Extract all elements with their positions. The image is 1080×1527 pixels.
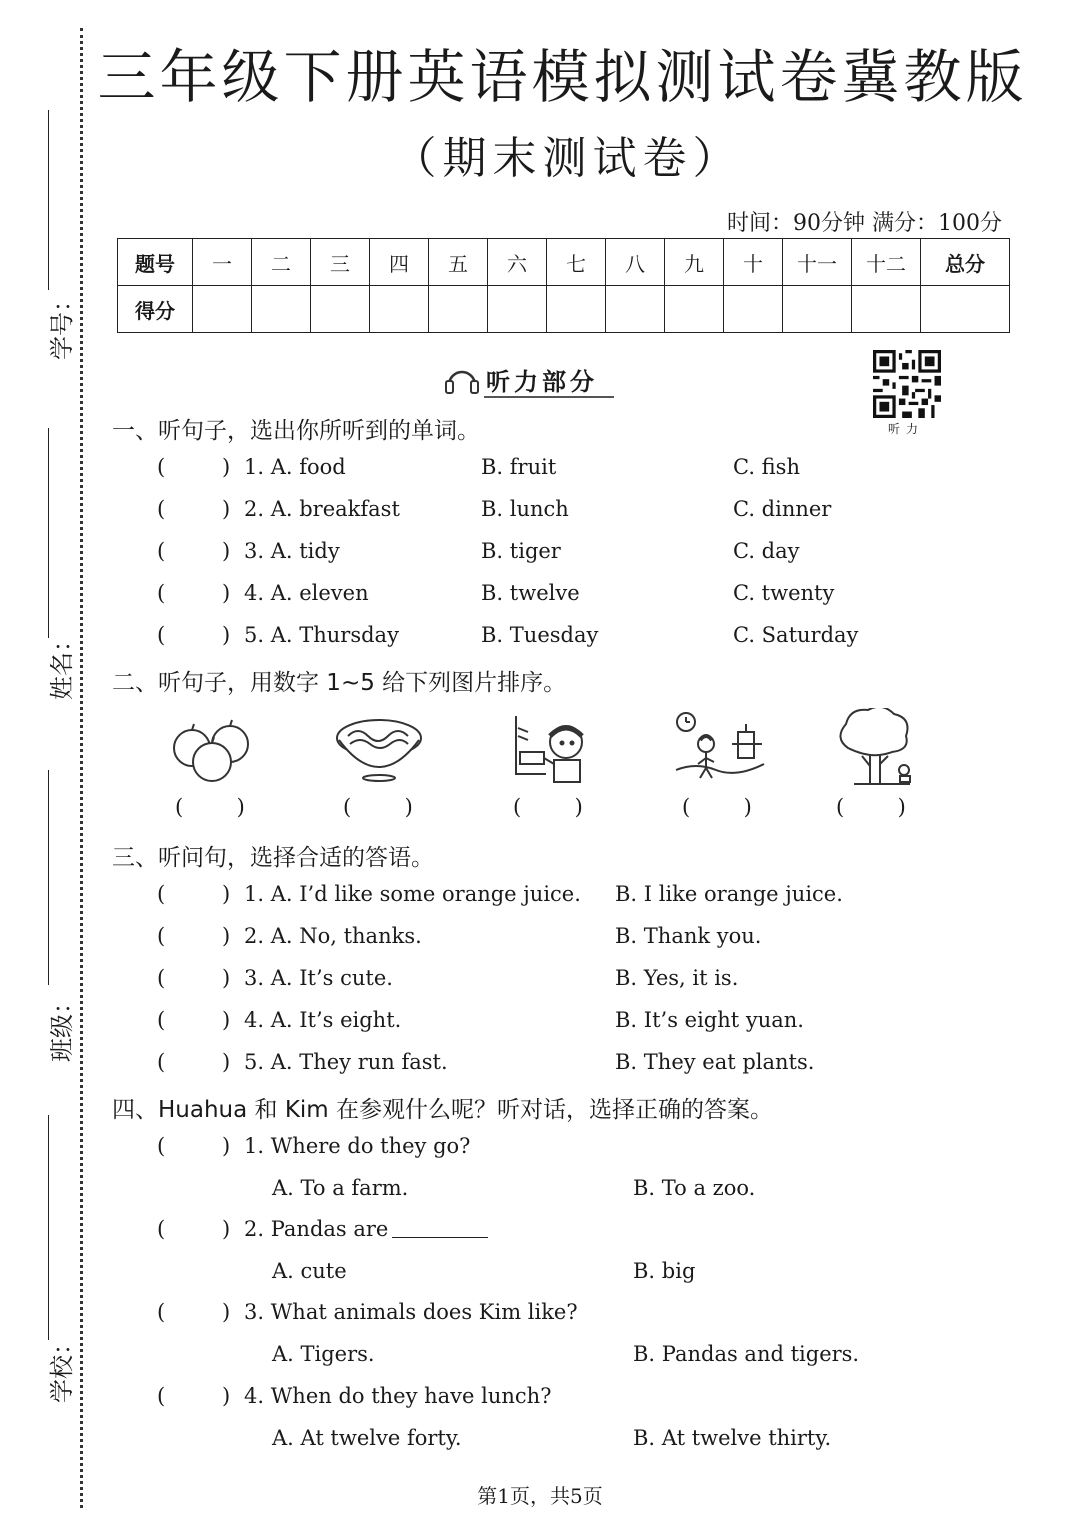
apples-picture: [168, 718, 258, 784]
option-b: B. Pandas and tigers.: [633, 1342, 860, 1366]
page-subtitle: （期末测试卷）: [392, 133, 743, 184]
tree-dog-picture: [834, 708, 922, 788]
answer-bracket-close: ): [222, 1134, 231, 1158]
listening-section-title: [444, 362, 598, 401]
section1-heading: 一、听句子，选出你所听到的单词。: [112, 418, 480, 444]
column-header: 六: [488, 239, 547, 286]
student-id-label: 学号：: [48, 288, 76, 360]
picture-bracket-5[interactable]: ( ): [836, 795, 906, 819]
option-c: C. fish: [733, 455, 800, 479]
question-text: 3. What animals does Kim like?: [244, 1300, 578, 1324]
question-text: [244, 1217, 488, 1241]
answer-bracket-close: ): [222, 882, 231, 906]
option-b: B. Thank you.: [615, 924, 762, 948]
answer-bracket-close: ): [222, 497, 231, 521]
option-a: 2. A. breakfast: [244, 497, 400, 521]
listening-title-text: 听力部分: [486, 368, 598, 396]
class-label: 班级：: [48, 990, 76, 1062]
answer-bracket-close: ): [222, 1008, 231, 1032]
option-b: B. To a zoo.: [633, 1176, 756, 1200]
option-a: A. At twelve forty.: [272, 1426, 462, 1450]
answer-bracket[interactable]: (: [157, 455, 166, 479]
question-text: 1. Where do they go?: [244, 1134, 471, 1158]
page-footer: 第1页，共5页: [477, 1484, 603, 1508]
answer-bracket[interactable]: (: [157, 924, 166, 948]
option-c: C. Saturday: [733, 623, 859, 647]
column-header: 十: [724, 239, 783, 286]
page-title: 三年级下册英语模拟测试卷冀教版: [97, 43, 1028, 111]
column-header: 九: [665, 239, 724, 286]
picture-bracket-4[interactable]: ( ): [682, 795, 752, 819]
option-a: 5. A. They run fast.: [244, 1050, 448, 1074]
answer-bracket-close: ): [222, 924, 231, 948]
score-cell-total[interactable]: [921, 286, 1010, 333]
answer-bracket[interactable]: (: [157, 497, 166, 521]
option-b: B. It’s eight yuan.: [615, 1008, 804, 1032]
question-number-label: 题号: [118, 239, 193, 286]
answer-bracket-close: ): [222, 966, 231, 990]
answer-bracket[interactable]: (: [157, 1300, 166, 1324]
answer-bracket[interactable]: (: [157, 966, 166, 990]
name-blank[interactable]: [48, 428, 49, 638]
column-header: 七: [547, 239, 606, 286]
option-a: 1. A. I’d like some orange juice.: [244, 882, 581, 906]
option-b: B. I like orange juice.: [615, 882, 843, 906]
option-c: C. dinner: [733, 497, 832, 521]
score-table: [117, 238, 1010, 333]
column-header: 二: [252, 239, 311, 286]
column-header: 四: [370, 239, 429, 286]
qr-label: 听力: [888, 422, 925, 436]
answer-bracket[interactable]: (: [157, 882, 166, 906]
school-blank[interactable]: [48, 1115, 49, 1340]
name-label: 姓名：: [48, 628, 76, 700]
washing-boy-picture: [510, 712, 594, 788]
score-cell[interactable]: [606, 286, 665, 333]
score-table-score-row: [118, 286, 1010, 333]
option-b: B. Yes, it is.: [615, 966, 739, 990]
noodles-picture: [334, 716, 424, 782]
picture-bracket-1[interactable]: ( ): [175, 795, 245, 819]
picture-bracket-3[interactable]: ( ): [513, 795, 583, 819]
option-b: B. tiger: [481, 539, 561, 563]
answer-bracket[interactable]: (: [157, 581, 166, 605]
score-cell[interactable]: [370, 286, 429, 333]
column-header: 一: [193, 239, 252, 286]
section3-heading: 三、听问句，选择合适的答语。: [112, 845, 434, 871]
option-c: C. day: [733, 539, 800, 563]
column-header: 三: [311, 239, 370, 286]
option-b: B. lunch: [481, 497, 569, 521]
picture-bracket-2[interactable]: ( ): [343, 795, 413, 819]
option-a: A. To a farm.: [272, 1176, 409, 1200]
option-a: 2. A. No, thanks.: [244, 924, 422, 948]
answer-bracket[interactable]: (: [157, 1050, 166, 1074]
answer-bracket-close: ): [222, 581, 231, 605]
class-blank[interactable]: [48, 770, 49, 985]
school-label: 学校：: [48, 1331, 76, 1403]
option-b: B. big: [633, 1259, 696, 1283]
option-a: 1. A. food: [244, 455, 346, 479]
score-cell[interactable]: [311, 286, 370, 333]
answer-bracket[interactable]: (: [157, 1008, 166, 1032]
option-b: B. twelve: [481, 581, 580, 605]
score-cell[interactable]: [852, 286, 921, 333]
column-header-total: 总分: [921, 239, 1010, 286]
question-text-content: 2. Pandas are: [244, 1217, 389, 1241]
title-underline: [484, 396, 614, 398]
column-header: 八: [606, 239, 665, 286]
binding-dotted-line: [80, 28, 83, 1508]
answer-bracket-close: ): [222, 455, 231, 479]
option-a: A. Tigers.: [272, 1342, 375, 1366]
score-table-header-row: [118, 239, 1010, 286]
option-b: B. fruit: [481, 455, 557, 479]
answer-bracket-close: ): [222, 1384, 231, 1408]
fill-in-blank[interactable]: [392, 1237, 488, 1238]
answer-bracket-close: ): [222, 1217, 231, 1241]
answer-bracket[interactable]: (: [157, 1384, 166, 1408]
headphones-icon: [444, 365, 480, 401]
score-cell[interactable]: [429, 286, 488, 333]
score-cell[interactable]: [783, 286, 852, 333]
answer-bracket[interactable]: (: [157, 1134, 166, 1158]
column-header: 十一: [783, 239, 852, 286]
answer-bracket[interactable]: (: [157, 1217, 166, 1241]
option-a: 5. A. Thursday: [244, 623, 399, 647]
boy-walking-picture: [672, 710, 768, 784]
option-a: 4. A. eleven: [244, 581, 369, 605]
column-header: 十二: [852, 239, 921, 286]
answer-bracket-close: ): [222, 1300, 231, 1324]
score-cell[interactable]: [547, 286, 606, 333]
score-cell[interactable]: [724, 286, 783, 333]
answer-bracket-close: ): [222, 539, 231, 563]
option-a: 4. A. It’s eight.: [244, 1008, 402, 1032]
column-header: 五: [429, 239, 488, 286]
option-b: B. At twelve thirty.: [633, 1426, 832, 1450]
time-score-info: 时间：90分钟 满分：100分: [727, 211, 1002, 236]
score-cell[interactable]: [193, 286, 252, 333]
option-a: 3. A. It’s cute.: [244, 966, 393, 990]
option-a: 3. A. tidy: [244, 539, 340, 563]
answer-bracket-close: ): [222, 623, 231, 647]
score-cell[interactable]: [252, 286, 311, 333]
option-c: C. twenty: [733, 581, 835, 605]
option-b: B. They eat plants.: [615, 1050, 815, 1074]
score-label: 得分: [118, 286, 193, 333]
answer-bracket[interactable]: (: [157, 623, 166, 647]
answer-bracket[interactable]: (: [157, 539, 166, 563]
answer-bracket-close: ): [222, 1050, 231, 1074]
question-text: 4. When do they have lunch?: [244, 1384, 552, 1408]
qr-code-icon[interactable]: [872, 350, 942, 418]
option-a: A. cute: [272, 1259, 347, 1283]
section4-heading: 四、Huahua 和 Kim 在参观什么呢？听对话，选择正确的答案。: [112, 1097, 774, 1123]
score-cell[interactable]: [665, 286, 724, 333]
option-b: B. Tuesday: [481, 623, 599, 647]
section2-heading: 二、听句子，用数字 1~5 给下列图片排序。: [112, 670, 567, 696]
score-cell[interactable]: [488, 286, 547, 333]
